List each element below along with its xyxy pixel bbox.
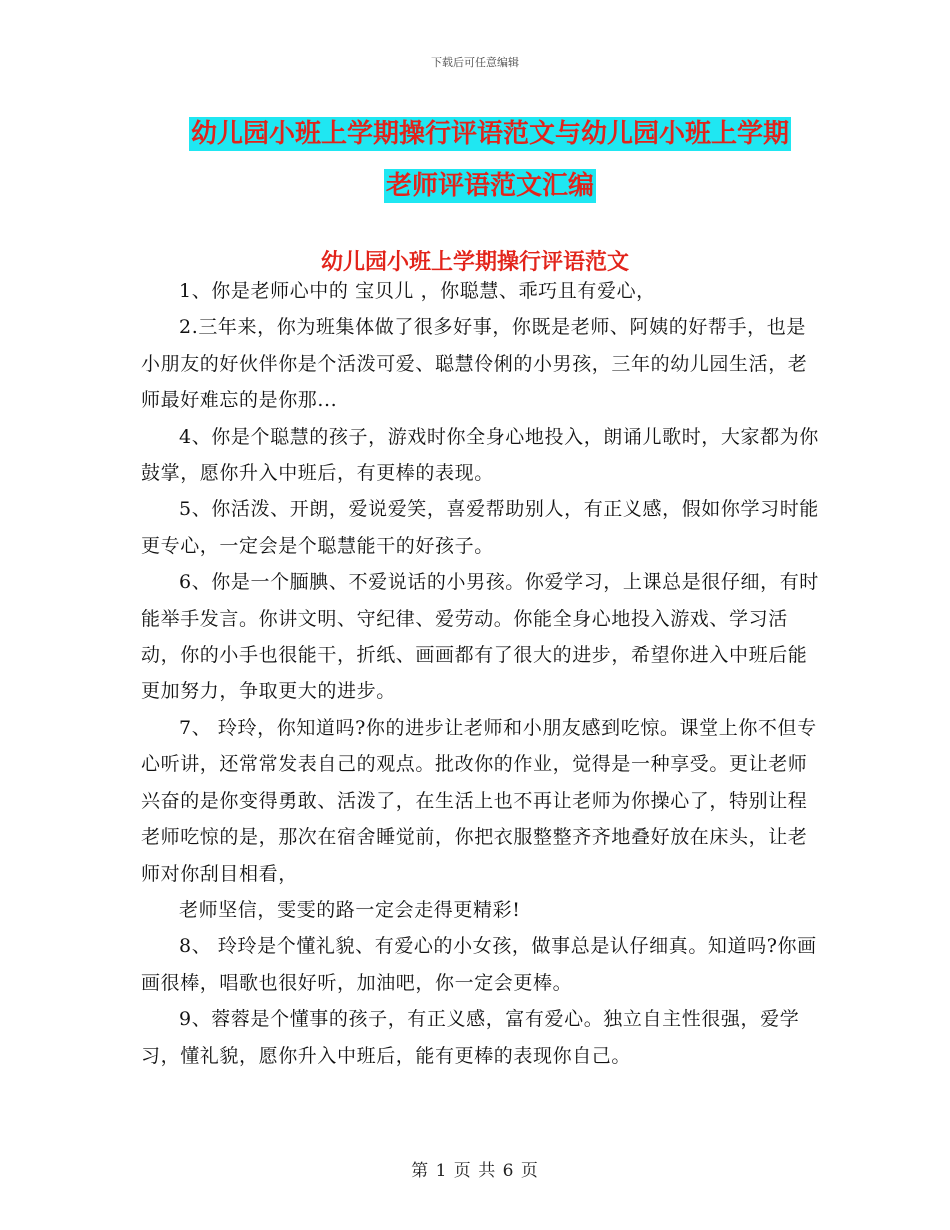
section-title: 幼儿园小班上学期操行评语范文 (320, 250, 629, 275)
title-line-1: 幼儿园小班上学期操行评语范文与幼儿园小班上学期 (190, 119, 789, 149)
page-footer: 第 1 页 共 6 页 (411, 1161, 539, 1181)
title-line-2: 老师评语范文汇编 (385, 171, 594, 201)
paragraph: 1、你是老师心中的 宝贝儿 ，你聪慧、乖巧且有爱心， (179, 280, 656, 302)
document-title (140, 108, 840, 212)
document-body (141, 273, 823, 1074)
paragraph: 4、你是个聪慧的孩子，游戏时你全身心地投入，朗诵儿歌时，大家都为你鼓掌，愿你升入中班后，有更棒的表现。 (141, 425, 819, 485)
paragraph: 老师坚信，雯雯的路一定会走得更精彩! (179, 898, 521, 921)
header-note: 下载后可任意编辑 (431, 56, 519, 69)
paragraph: 9、蓉蓉是个懂事的孩子，有正义感，富有爱心。独立自主性很强，爱学习，懂礼貌，愿你升入中班后，能有更棒的表现你自己。 (141, 1008, 800, 1067)
paragraph: 7、 玲玲，你知道吗?你的进步让老师和小朋友感到吃惊。课堂上你不但专心听讲，还常常发表自己的观点。批改你的作业，觉得是一种享受。更让老师兴奋的是你变得勇敢、活泼了，在生活上也不再让老师为你操心了，特别让程老师吃惊的是，那次在宿舍睡觉前，你把衣服整整齐齐地叠好放在床头，让老师对你刮目相看， (141, 716, 817, 885)
paragraph: 6、你是一个腼腆、不爱说话的小男孩。你爱学习，上课总是很仔细，有时能举手发言。你讲文明、守纪律、爱劳动。你能全身心地投入游戏、学习活动，你的小手也很能干，折纸、画画都有了很大的进步，希望你进入中班后能更加努力，争取更大的进步。 (141, 571, 819, 703)
paragraph: 5、你活泼、开朗，爱说爱笑，喜爱帮助别人，有正义感，假如你学习时能更专心，一定会是个聪慧能干的好孩子。 (141, 498, 819, 557)
paragraph: 8、 玲玲是个懂礼貌、有爱心的小女孩，做事总是认仔细真。知道吗?你画画很棒，唱歌也很好听，加油吧，你一定会更棒。 (141, 935, 817, 994)
paragraph: 2.三年来，你为班集体做了很多好事，你既是老师、阿姨的好帮手，也是小朋友的好伙伴你是个活泼可爱、聪慧伶俐的小男孩，三年的幼儿园生活，老师最好难忘的是你那... (141, 316, 808, 412)
